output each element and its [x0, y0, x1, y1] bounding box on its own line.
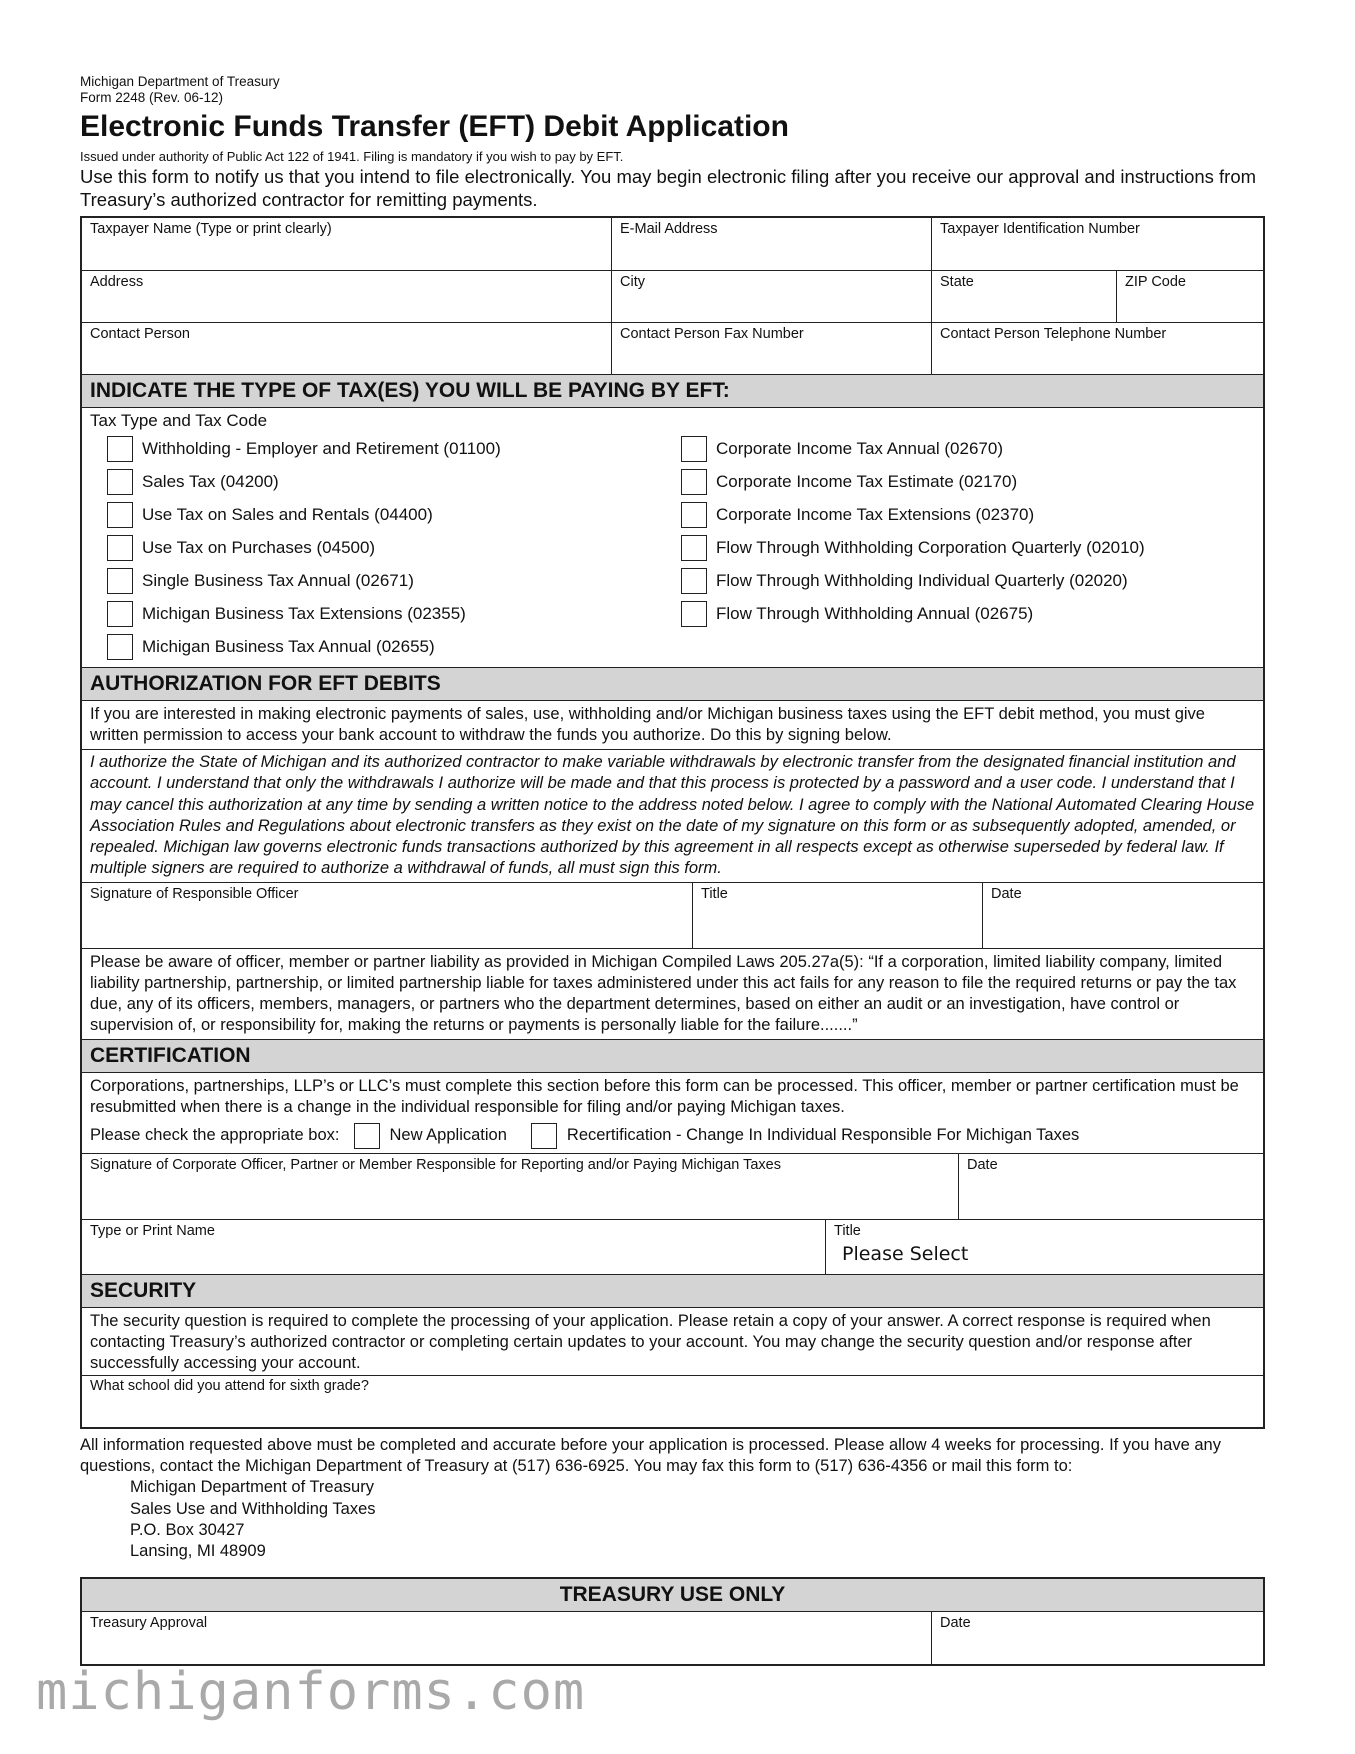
tax-type-subheading: Tax Type and Tax Code	[90, 411, 268, 430]
tax-type-item	[107, 465, 681, 498]
authorization-intro: If you are interested in making electronic payments of sales, use, withholding and/or Michigan business taxes using the EFT debit method, you must give written permission to access your bank account to withdraw the funds you authorize. Do this by signing below.	[90, 705, 1205, 744]
department-name: Michigan Department of Treasury	[80, 74, 280, 89]
address-line: P.O. Box 30427	[130, 1520, 245, 1539]
authorization-heading: AUTHORIZATION FOR EFT DEBITS	[82, 667, 1263, 701]
watermark: michiganforms.com	[36, 1662, 586, 1722]
tax-type-column-right	[681, 432, 1255, 663]
officer-signature-label: Signature of Responsible Officer	[90, 885, 299, 902]
contact-fax-field[interactable]	[611, 323, 931, 374]
title-select-field[interactable]	[825, 1220, 1263, 1274]
tax-type-checkbox[interactable]	[107, 469, 133, 495]
tax-type-item	[681, 465, 1255, 498]
tax-type-item	[681, 498, 1255, 531]
print-name-label: Type or Print Name	[90, 1222, 215, 1239]
tax-type-checkbox[interactable]	[681, 568, 707, 594]
corporate-date-label: Date	[967, 1156, 998, 1173]
security-intro: The security question is required to complete the processing of your application. Please retain a copy of your answer. A correct response is required when contacting Treasury’s authorized contractor or completing certain updates to your account. You may change the security question and/or response after successfully accessing your account.	[90, 1311, 1211, 1372]
tax-type-checkbox[interactable]	[681, 601, 707, 627]
tax-type-item	[681, 432, 1255, 465]
contact-phone-field[interactable]	[931, 323, 1263, 374]
tax-type-label: Corporate Income Tax Estimate (02170)	[716, 471, 1018, 491]
tax-type-label: Sales Tax (04200)	[142, 471, 279, 491]
authority-note: Issued under authority of Public Act 122 of 1941. Filing is mandatory if you wish to pay by EFT.	[80, 149, 624, 164]
tax-type-column-left	[107, 432, 681, 663]
taxpayer-name-field[interactable]	[82, 218, 611, 270]
tax-type-label: Single Business Tax Annual (02671)	[142, 570, 414, 590]
address-line: Lansing, MI 48909	[130, 1542, 266, 1561]
officer-signature-field[interactable]	[82, 883, 692, 948]
tax-type-checkbox[interactable]	[107, 502, 133, 528]
officer-title-field[interactable]	[692, 883, 982, 948]
tin-field[interactable]	[931, 218, 1263, 270]
intro-text: Use this form to notify us that you intend to file electronically. You may begin electronic filing after you receive our approval and instructions from Treasury’s authorized contractor for remitting payments.	[80, 166, 1257, 210]
new-application-label: New Application	[389, 1126, 507, 1145]
tax-type-label: Use Tax on Sales and Rentals (04400)	[142, 504, 433, 524]
tax-types-heading: INDICATE THE TYPE OF TAX(ES) YOU WILL BE PAYING BY EFT:	[82, 374, 1263, 408]
tax-type-item	[107, 597, 681, 630]
tax-type-item	[681, 597, 1255, 630]
mailing-address	[80, 1477, 1265, 1562]
tax-type-checkbox[interactable]	[107, 601, 133, 627]
print-name-field[interactable]	[82, 1220, 825, 1274]
tax-type-checkbox[interactable]	[681, 436, 707, 462]
tax-type-label: Michigan Business Tax Annual (02655)	[142, 636, 435, 656]
treasury-date-field[interactable]	[931, 1612, 1263, 1664]
treasury-approval-label: Treasury Approval	[90, 1614, 208, 1631]
address-field[interactable]	[82, 271, 611, 322]
recertification-checkbox[interactable]	[531, 1123, 557, 1149]
tax-type-item	[107, 432, 681, 465]
state-field[interactable]	[931, 271, 1116, 322]
certification-intro: Corporations, partnerships, LLP’s or LLC’s must complete this section before this form can be processed. This officer, member or partner certification must be resubmitted when there is a change in the individual responsible for filing and/or paying Michigan taxes.	[90, 1076, 1239, 1116]
title-select-label: Title	[834, 1222, 861, 1239]
contact-fax-label: Contact Person Fax Number	[620, 326, 804, 342]
certification-heading: CERTIFICATION	[82, 1039, 1263, 1073]
security-question-field[interactable]	[82, 1375, 1263, 1427]
page-title: Electronic Funds Transfer (EFT) Debit Application	[80, 110, 789, 143]
email-field[interactable]	[611, 218, 931, 270]
contact-phone-label: Contact Person Telephone Number	[940, 326, 1167, 342]
check-prompt: Please check the appropriate box:	[90, 1126, 340, 1145]
taxpayer-info-box	[80, 216, 1265, 1429]
title-select[interactable]: Please Select	[842, 1242, 969, 1265]
tax-type-label: Flow Through Withholding Annual (02675)	[716, 603, 1034, 623]
address-line: Michigan Department of Treasury	[130, 1478, 374, 1497]
tax-type-label: Use Tax on Purchases (04500)	[142, 537, 376, 557]
email-label: E-Mail Address	[620, 221, 718, 237]
tax-type-item	[107, 564, 681, 597]
zip-label: ZIP Code	[1125, 274, 1186, 290]
officer-title-label: Title	[701, 885, 728, 902]
tax-type-item	[681, 564, 1255, 597]
tax-type-item	[681, 531, 1255, 564]
taxpayer-name-label: Taxpayer Name (Type or print clearly)	[90, 221, 332, 237]
form-number: Form 2248 (Rev. 06-12)	[80, 90, 224, 105]
officer-date-field[interactable]	[982, 883, 1263, 948]
tax-type-label: Flow Through Withholding Individual Quarterly (02020)	[716, 570, 1128, 590]
city-field[interactable]	[611, 271, 931, 322]
officer-date-label: Date	[991, 885, 1022, 902]
city-label: City	[620, 274, 645, 290]
contact-person-label: Contact Person	[90, 326, 190, 342]
tax-type-item	[107, 630, 681, 663]
tax-type-grid	[82, 432, 1263, 667]
corporate-signature-field[interactable]	[82, 1154, 958, 1219]
state-label: State	[940, 274, 974, 290]
zip-field[interactable]	[1116, 271, 1263, 322]
tax-type-checkbox[interactable]	[681, 535, 707, 561]
contact-person-field[interactable]	[82, 323, 611, 374]
recertification-label: Recertification - Change In Individual Responsible For Michigan Taxes	[566, 1126, 1080, 1145]
liability-notice: Please be aware of officer, member or partner liability as provided in Michigan Compiled Laws 205.27a(5): “If a corporation, limited liability company, limited liability partnership, partnership, or limited partnership liable for taxes administered under this act fails for any reason to file the required returns or pay the tax due, any of its officers, members, managers, or partners who the department determines, based on either an audit or an investigation, have control or supervision of, or responsibility for, making the returns or payments is personally liable for the failure.......”	[82, 948, 1263, 1039]
form-page	[80, 74, 1265, 1666]
security-heading: SECURITY	[82, 1274, 1263, 1308]
security-question-label: What school did you attend for sixth grade?	[90, 1377, 369, 1394]
address-line: Sales Use and Withholding Taxes	[130, 1499, 376, 1518]
treasury-date-label: Date	[940, 1614, 971, 1631]
treasury-heading: TREASURY USE ONLY	[82, 1579, 1263, 1612]
tax-type-item	[107, 498, 681, 531]
tax-type-label: Corporate Income Tax Annual (02670)	[716, 438, 1003, 458]
treasury-approval-field[interactable]	[82, 1612, 931, 1664]
tax-type-checkbox[interactable]	[107, 568, 133, 594]
authorization-statement: I authorize the State of Michigan and its authorized contractor to make variable withdrawals by electronic transfer from the designated financial institution and account. I understand that only the withdrawals I authorize will be made and that this process is protected by a password and a user code. I understand that I may cancel this authorization at any time by sending a written notice to the address noted below. I agree to comply with the National Automated Clearing House Association Rules and Regulations about electronic transfers as they exist on the date of my signature on this form or as subsequently adopted, amended, or repealed. Michigan law governs electronic funds transactions authorized by this agreement in all respects except as otherwise superseded by federal law. If multiple signers are required to authorize a withdrawal of funds, all must sign this form.	[82, 749, 1263, 882]
tax-type-checkbox[interactable]	[681, 469, 707, 495]
footer-instructions: All information requested above must be completed and accurate before your application is processed. Please allow 4 weeks for processing. If you have any questions, contact the Michigan Department of Treasury at (517) 636-6925. You may fax this form to (517) 636-4356 or mail this form to:	[80, 1435, 1221, 1476]
tin-label: Taxpayer Identification Number	[940, 221, 1140, 237]
tax-type-checkbox[interactable]	[681, 502, 707, 528]
tax-type-checkbox[interactable]	[107, 535, 133, 561]
new-application-checkbox[interactable]	[354, 1123, 380, 1149]
certification-options	[82, 1121, 1263, 1153]
tax-type-checkbox[interactable]	[107, 436, 133, 462]
corporate-signature-label: Signature of Corporate Officer, Partner or Member Responsible for Reporting and/or Paying Michigan Taxes	[90, 1156, 781, 1173]
address-label: Address	[90, 274, 144, 290]
tax-type-label: Flow Through Withholding Corporation Quarterly (02010)	[716, 537, 1145, 557]
tax-type-label: Michigan Business Tax Extensions (02355)	[142, 603, 466, 623]
corporate-date-field[interactable]	[958, 1154, 1263, 1219]
tax-type-item	[107, 531, 681, 564]
tax-type-label: Withholding - Employer and Retirement (01100)	[142, 438, 501, 458]
treasury-use-box	[80, 1577, 1265, 1666]
tax-type-label: Corporate Income Tax Extensions (02370)	[716, 504, 1035, 524]
tax-type-checkbox[interactable]	[107, 634, 133, 660]
